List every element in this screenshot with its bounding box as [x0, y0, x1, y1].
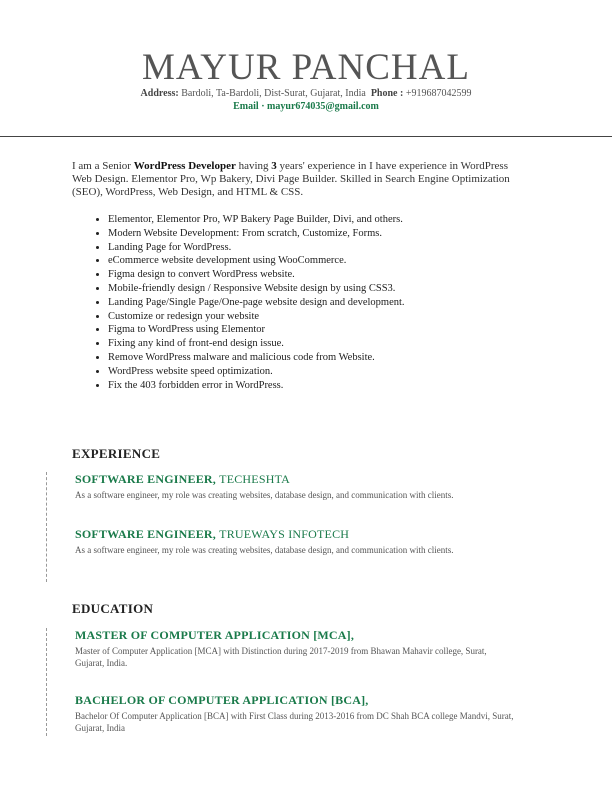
education-timeline: [46, 628, 47, 736]
list-item: • Landing Page/Single Page/One-page website design and development.: [108, 296, 405, 310]
contact-line: [0, 87, 612, 100]
summary-role: WordPress Developer: [133, 160, 236, 172]
education-entry: [75, 693, 515, 734]
education-degree: BACHELOR OF COMPUTER APPLICATION [BCA],: [75, 693, 369, 707]
summary-years: 3: [271, 160, 277, 172]
experience-entry: [75, 527, 515, 556]
experience-title: [75, 472, 515, 487]
skills-list: [90, 213, 405, 392]
experience-timeline: [46, 472, 47, 582]
list-item: • WordPress website speed optimization.: [108, 365, 405, 379]
email-label: Email ·: [233, 101, 265, 112]
list-item: • Landing Page for WordPress.: [108, 241, 405, 255]
list-item: • Figma design to convert WordPress website.: [108, 268, 405, 282]
experience-description: As a software engineer, my role was creating websites, database design, and communication with clients.: [75, 490, 454, 500]
education-description: Bachelor Of Computer Application [BCA] with First Class during 2013-2016 from DC Shah BCA college Mandvi, Surat, Gujarat, India: [75, 711, 514, 733]
education-heading: EDUCATION: [72, 601, 154, 616]
phone-label: Phone :: [370, 88, 404, 99]
experience-company: TRUEWAYS INFOTECH: [219, 527, 350, 541]
header-divider: [0, 136, 612, 137]
education-entry: [75, 628, 515, 669]
list-item: • Customize or redesign your website: [108, 310, 405, 324]
experience-role: SOFTWARE ENGINEER,: [75, 472, 216, 486]
resume-name: MAYUR PANCHAL: [142, 47, 470, 88]
experience-heading: EXPERIENCE: [72, 446, 161, 461]
experience-description: As a software engineer, my role was creating websites, database design, and communication with clients.: [75, 545, 454, 555]
summary-text-3: years' experience in I have experience in WordPress Web Design. Elementor Pro, Wp Bakery, Divi Page Builder. Skilled in Search Engine Optimization (SEO), WordPress, Web Design, and HTML & CSS.: [72, 160, 510, 198]
list-item: • Modern Website Development: From scratch, Customize, Forms.: [108, 227, 405, 241]
list-item: • Fix the 403 forbidden error in WordPress.: [108, 379, 405, 393]
list-item: • eCommerce website development using WooCommerce.: [108, 254, 405, 268]
summary-paragraph: [72, 160, 512, 199]
email-link[interactable]: mayur674035@gmail.com: [267, 101, 379, 112]
list-item: • Fixing any kind of front-end design issue.: [108, 337, 405, 351]
experience-company: TECHESHTA: [219, 472, 291, 486]
email-line: [0, 100, 612, 113]
phone-value: +919687042599: [405, 88, 472, 99]
summary-text-2: having: [235, 160, 272, 172]
experience-title: [75, 527, 515, 542]
education-description: Master of Computer Application [MCA] with Distinction during 2017-2019 from Bhawan Mahavir college, Surat, Gujarat, India.: [75, 646, 487, 668]
list-item: • Figma to WordPress using Elementor: [108, 323, 405, 337]
list-item: • Remove WordPress malware and malicious code from Website.: [108, 351, 405, 365]
address-value: Bardoli, Ta-Bardoli, Dist-Surat, Gujarat, India: [181, 88, 366, 99]
list-item: • Elementor, Elementor Pro, WP Bakery Page Builder, Divi, and others.: [108, 213, 405, 227]
list-item: • Mobile-friendly design / Responsive Website design by using CSS3.: [108, 282, 405, 296]
experience-entry: [75, 472, 515, 501]
experience-role: SOFTWARE ENGINEER,: [75, 527, 216, 541]
education-degree: MASTER OF COMPUTER APPLICATION [MCA],: [75, 628, 355, 642]
address-label: Address:: [140, 88, 179, 99]
summary-text-1: I am a Senior: [72, 160, 134, 172]
